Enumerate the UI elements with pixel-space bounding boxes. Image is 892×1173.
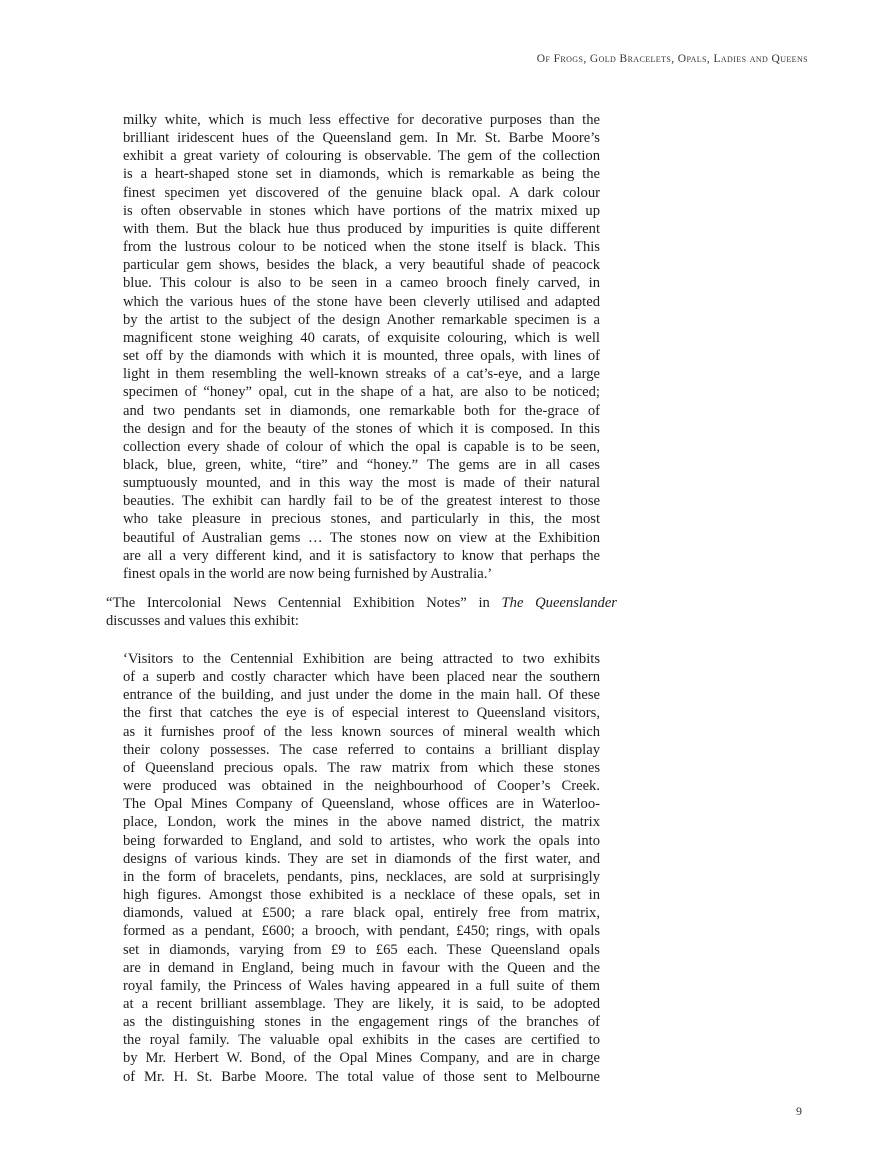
text-line: of a superb and costly character which have been placed near the southern xyxy=(123,669,600,686)
text-line: in the form of bracelets, pendants, pins, necklaces, are sold at surprisingly xyxy=(123,868,600,885)
text-line: beautiful of Australian gems … The stones now on view at the Exhibition xyxy=(123,529,600,546)
text-line: were produced was obtained in the neighbourhood of Cooper’s Creek. xyxy=(123,778,600,795)
text-line: of Mr. H. St. Barbe Moore. The total value of those sent to Melbourne xyxy=(123,1068,600,1085)
page-number: 9 xyxy=(796,1104,802,1118)
text-line: which the various hues of the stone have been cleverly utilised and adapted xyxy=(123,293,600,310)
text-line: specimen of “honey” opal, cut in the shape of a hat, are also to be noticed; xyxy=(123,384,600,401)
intro-line-1 xyxy=(106,594,617,612)
text-line: finest opals in the world are now being furnished by Australia.’ xyxy=(123,565,493,582)
intro-paragraph xyxy=(106,594,617,630)
text-line: black, blue, green, white, “tire” and “honey.” The gems are in all cases xyxy=(123,456,600,473)
text-line: high figures. Amongst those exhibited is a necklace of these opals, set in xyxy=(123,887,600,904)
text-line: the first that catches the eye is of especial interest to Queensland visitors, xyxy=(123,705,600,722)
intro-text: “The Intercolonial News Centennial Exhibition Notes” in xyxy=(106,595,502,611)
text-line: being forwarded to England, and sold to artistes, who work the opals into xyxy=(123,832,600,849)
text-line: is a heart-shaped stone set in diamonds, which is remarkable as being the xyxy=(123,166,600,183)
text-line: The Opal Mines Company of Queensland, whose offices are in Waterloo- xyxy=(123,796,600,813)
text-line: by Mr. Herbert W. Bond, of the Opal Mines Company, and are in charge xyxy=(123,1050,600,1067)
text-line: set in diamonds, varying from £9 to £65 each. These Queensland opals xyxy=(123,941,600,958)
text-line: and two pendants set in diamonds, one remarkable both for the-grace of xyxy=(123,402,600,419)
text-line: by the artist to the subject of the design Another remarkable specimen is a xyxy=(123,311,600,328)
text-line: sumptuously mounted, and in this way the most is made of their natural xyxy=(123,475,600,492)
text-line: brilliant iridescent hues of the Queensland gem. In Mr. St. Barbe Moore’s xyxy=(123,130,600,147)
text-line: milky white, which is much less effective for decorative purposes than the xyxy=(123,112,600,128)
text-line: as it furnishes proof of the less known sources of mineral wealth which xyxy=(123,723,600,740)
text-line: of Queensland precious opals. The raw matrix from which these stones xyxy=(123,759,600,776)
text-line: blue. This colour is also to be seen in a cameo brooch finely carved, in xyxy=(123,275,600,292)
text-line: light in them resembling the well-known streaks of a cat’s-eye, and a large xyxy=(123,366,600,383)
text-line: as the distinguishing stones in the engagement rings of the branches of xyxy=(123,1014,600,1031)
text-line: from the lustrous colour to be noticed when the stone itself is black. This xyxy=(123,239,600,256)
text-line: exhibit a great variety of colouring is observable. The gem of the collection xyxy=(123,148,600,165)
text-line: are in demand in England, being much in favour with the Queen and the xyxy=(123,959,600,976)
block-quote-1 xyxy=(123,111,600,583)
block-quote-2 xyxy=(123,650,600,1086)
text-line: their colony possesses. The case referred to contains a brilliant display xyxy=(123,741,600,758)
text-line: set off by the diamonds with which it is mounted, three opals, with lines of xyxy=(123,348,600,365)
text-line: finest specimen yet discovered of the genuine black opal. A dark colour xyxy=(123,184,600,201)
text-line: is often observable in stones which have portions of the matrix mixed up xyxy=(123,202,600,219)
text-line: who take pleasure in precious stones, and particularly in this, the most xyxy=(123,511,600,528)
running-head: Of Frogs, Gold Bracelets, Opals, Ladies and Queens xyxy=(536,53,808,65)
text-line: royal family, the Princess of Wales having appeared in a full suite of them xyxy=(123,977,600,994)
text-line: at a recent brilliant assemblage. They are likely, it is said, to be adopted xyxy=(123,995,600,1012)
intro-line-2: discusses and values this exhibit: xyxy=(106,613,299,630)
text-line: ‘Visitors to the Centennial Exhibition are being attracted to two exhibits xyxy=(123,651,600,667)
text-line: particular gem shows, besides the black, a very beautiful shade of peacock xyxy=(123,257,600,274)
text-line: entrance of the building, and just under the dome in the main hall. Of these xyxy=(123,687,600,704)
text-line: formed as a pendant, £600; a brooch, with pendant, £450; rings, with opals xyxy=(123,923,600,940)
publication-title: The Queenslander xyxy=(501,595,617,611)
text-line: the design and for the beauty of the stones of which it is composed. In this xyxy=(123,420,600,437)
text-line: the royal family. The valuable opal exhibits in the cases are certified to xyxy=(123,1032,600,1049)
text-line: designs of various kinds. They are set in diamonds of the first water, and xyxy=(123,850,600,867)
text-line: beauties. The exhibit can hardly fail to be of the greatest interest to those xyxy=(123,493,600,510)
text-line: magnificent stone weighing 40 carats, of exquisite colouring, which is well xyxy=(123,329,600,346)
text-line: with them. But the black hue thus produced by impurities is quite different xyxy=(123,220,600,237)
text-line: place, London, work the mines in the above named district, the matrix xyxy=(123,814,600,831)
text-line: diamonds, valued at £500; a rare black opal, entirely free from matrix, xyxy=(123,905,600,922)
text-line: collection every shade of colour of which the opal is capable is to be seen, xyxy=(123,438,600,455)
text-line: are all a very different kind, and it is satisfactory to know that perhaps the xyxy=(123,547,600,564)
